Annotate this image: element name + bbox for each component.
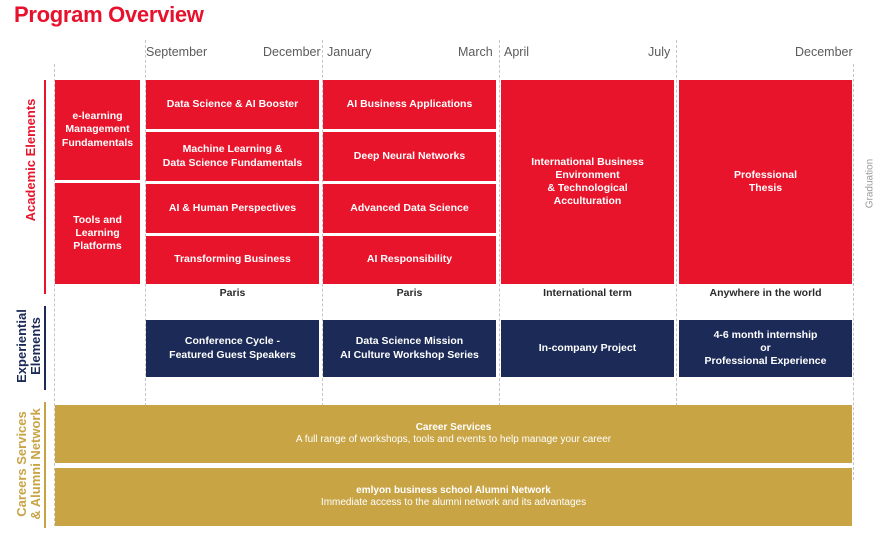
course-ai-responsibility: AI Responsibility bbox=[323, 236, 496, 284]
course-elearning-management: e-learning Management Fundamentals bbox=[55, 80, 140, 180]
month-label: April bbox=[504, 45, 530, 59]
page-title: Program Overview bbox=[14, 2, 204, 27]
alumni-network-bar bbox=[55, 468, 852, 526]
career-services-title: Career Services bbox=[415, 421, 492, 433]
experiential-section-label: Experiential Elements bbox=[13, 309, 43, 383]
location-label: Paris bbox=[396, 287, 423, 299]
course-ai-business-applications: AI Business Applications bbox=[323, 80, 496, 129]
course-transforming-business: Transforming Business bbox=[146, 236, 319, 284]
alumni-network-title: emlyon business school Alumni Network bbox=[356, 484, 551, 496]
course-professional-thesis: Professional Thesis bbox=[679, 80, 852, 284]
course-international-business: International Business Environment & Technological Acculturation bbox=[501, 80, 674, 284]
career-services-bar bbox=[55, 405, 852, 463]
month-label: September bbox=[146, 45, 208, 59]
experiential-conference-cycle: Conference Cycle - Featured Guest Speakers bbox=[146, 320, 319, 377]
careers-section-label: Careers Services & Alumni Network bbox=[13, 408, 43, 520]
course-advanced-data-science: Advanced Data Science bbox=[323, 184, 496, 233]
location-label: Anywhere in the world bbox=[709, 287, 822, 299]
grid-line bbox=[676, 40, 677, 406]
experiential-data-science-mission: Data Science Mission AI Culture Workshop Series bbox=[323, 320, 496, 377]
course-data-science-ai-booster: Data Science & AI Booster bbox=[146, 80, 319, 129]
month-label: December bbox=[263, 45, 321, 59]
location-label: Paris bbox=[219, 287, 246, 299]
experiential-internship: 4-6 month internship or Professional Experience bbox=[679, 320, 852, 377]
experiential-in-company-project: In-company Project bbox=[501, 320, 674, 377]
month-label: July bbox=[648, 45, 671, 59]
alumni-network-description: Immediate access to the alumni network and its advantages bbox=[320, 497, 587, 508]
month-label: March bbox=[458, 45, 493, 59]
academic-section-bar bbox=[44, 80, 46, 294]
course-deep-neural-networks: Deep Neural Networks bbox=[323, 132, 496, 181]
month-label: December bbox=[795, 45, 853, 59]
grid-line bbox=[499, 40, 500, 406]
career-services-description: A full range of workshops, tools and events to help manage your career bbox=[295, 434, 612, 445]
graduation-label: Graduation bbox=[864, 158, 876, 209]
course-ai-human-perspectives: AI & Human Perspectives bbox=[146, 184, 319, 233]
month-label: January bbox=[327, 45, 372, 59]
academic-section-label: Academic Elements bbox=[22, 98, 38, 222]
location-label: International term bbox=[543, 287, 632, 299]
course-ml-data-science-fundamentals: Machine Learning & Data Science Fundamentals bbox=[146, 132, 319, 181]
grid-line bbox=[853, 64, 854, 480]
course-tools-learning-platforms: Tools and Learning Platforms bbox=[55, 183, 140, 284]
